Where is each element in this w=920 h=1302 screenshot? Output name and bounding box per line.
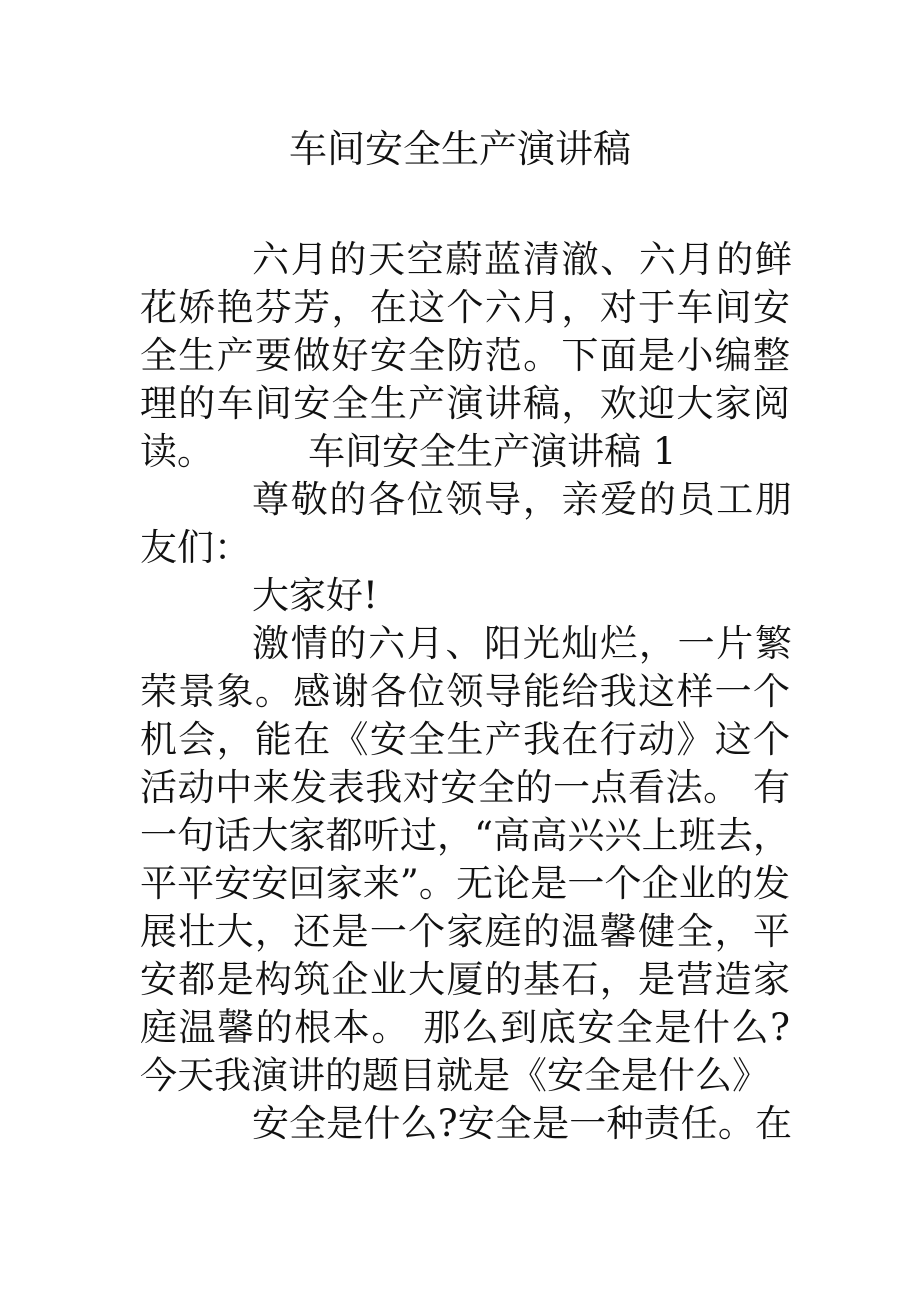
paragraph-line: 机会，能在《安全生产我在行动》这个 bbox=[140, 718, 790, 761]
paragraph-line: 友们： bbox=[140, 526, 251, 569]
paragraph-line: 展壮大，还是一个家庭的温馨健全，平 bbox=[140, 910, 790, 953]
paragraph-line: 大家好! bbox=[252, 574, 378, 617]
paragraph-line: 一句话大家都听过，“高高兴兴上班去， bbox=[140, 814, 790, 857]
paragraph-line: 安都是构筑企业大厦的基石，是营造家 bbox=[140, 958, 790, 1001]
paragraph-line: 平平安安回家来”。无论是一个企业的发 bbox=[140, 862, 790, 905]
paragraph-line: 荣景象。感谢各位领导能给我这样一个 bbox=[140, 670, 790, 713]
paragraph-line: 理的车间安全生产演讲稿，欢迎大家阅 bbox=[140, 382, 790, 425]
paragraph-line: 六月的天空蔚蓝清澈、六月的鲜 bbox=[252, 238, 792, 281]
document-title: 车间安全生产演讲稿 bbox=[288, 127, 631, 171]
paragraph-line: 活动中来发表我对安全的一点看法。 有 bbox=[140, 766, 790, 809]
paragraph-line: 庭温馨的根本。 那么到底安全是什么? bbox=[140, 1006, 790, 1049]
paragraph-line: 今天我演讲的题目就是《安全是什么》 bbox=[140, 1054, 769, 1097]
paragraph-line: 安全是什么?安全是一种责任。在 bbox=[252, 1102, 792, 1145]
paragraph-line: 激情的六月、阳光灿烂，一片繁 bbox=[252, 622, 792, 665]
paragraph-line: 全生产要做好安全防范。下面是小编整 bbox=[140, 334, 790, 377]
paragraph-line: 尊敬的各位领导，亲爱的员工朋 bbox=[252, 478, 792, 521]
paragraph-line: 花娇艳芬芳，在这个六月，对于车间安 bbox=[140, 286, 790, 329]
paragraph-line: 读。 车间安全生产演讲稿 1 bbox=[140, 430, 677, 473]
